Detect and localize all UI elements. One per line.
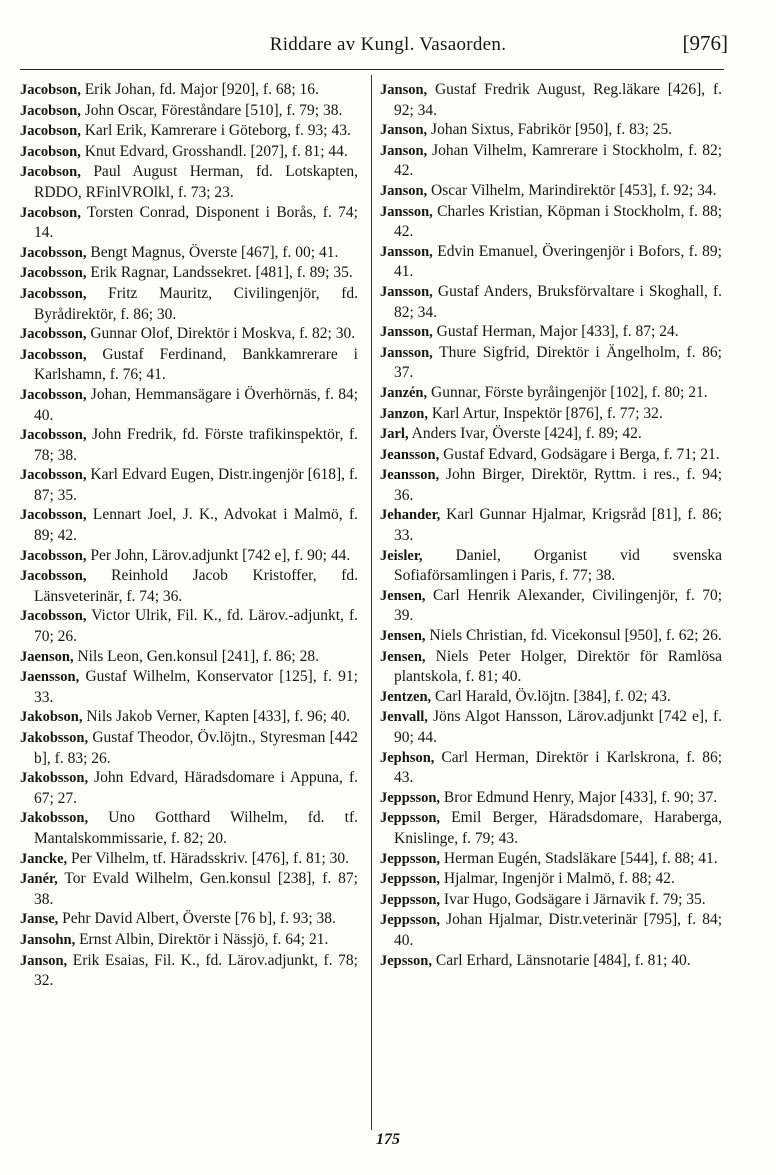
entry-text: John Oscar, Föreståndare [510], f. 79; 38. [84,101,343,119]
entry-name: Jenvall, [380,709,428,726]
entry-text: Torsten Conrad, Disponent i Borås, f. 74; 14. [34,203,358,242]
entry [380,586,722,626]
entry-text: Thure Sigfrid, Direktör i Ängelholm, f. 86; 37. [394,343,722,382]
entry [20,324,358,345]
entry-text: Bror Edmund Henry, Major [433], f. 90; 37. [443,788,718,806]
entry-name: Jacobson, [20,123,81,140]
entry-text: Gunnar Olof, Direktör i Moskva, f. 82; 30. [90,325,356,343]
page-title: Riddare av Kungl. Vasaorden. [269,34,507,55]
entry-name: Jacobsson, [20,285,87,302]
entry [20,263,358,284]
entry [380,505,722,545]
entry-text: Edvin Emanuel, Överingenjör i Bofors, f. 89; 41. [394,242,722,281]
entry [380,343,722,383]
entry-name: Jansson, [380,203,433,220]
entry [20,606,358,646]
entry-name: Janzén, [380,384,428,401]
entry-text: Johan Sixtus, Fabrikör [950], f. 83; 25. [431,121,673,139]
entry [20,728,358,768]
entry [380,687,722,708]
entry [20,425,358,465]
entry-text: Karl Erik, Kamrerare i Göteborg, f. 93; 43. [84,122,351,140]
entry-name: Jancke, [20,850,68,867]
entry-name: Jeppsson, [380,891,441,908]
entry [20,808,358,848]
left-column [20,80,358,991]
entry-name: Jacobsson, [20,265,87,282]
entry [380,242,722,282]
entry-text: Per John, Lärov.adjunkt [742 e], f. 90; 44. [90,546,351,564]
entry-name: Jeisler, [380,547,423,564]
entry [380,383,722,404]
entry-name: Jacobson, [20,204,81,221]
entry [20,284,358,324]
entry-name: Jaensson, [20,669,80,686]
entry-name: Jaenson, [20,648,74,665]
entry-name: Jeppsson, [380,789,441,806]
entry-name: Jacobsson, [20,244,87,261]
entry-name: Jeansson, [380,446,440,463]
entry [20,849,358,870]
entry-text: Johan Hjalmar, Distr.veterinär [795], f. 84; 40. [394,911,722,949]
entry-text: John Fredrik, fd. Förste trafikinspektör, f. 78; 38. [34,426,358,464]
entry-name: Jacobson, [20,102,81,119]
entry-name: Jacobson, [20,82,81,98]
entry-text: Karl Edvard Eugen, Distr.ingenjör [618], f. 87; 35. [34,466,359,504]
entry-name: Jensen, [380,587,426,604]
entry-name: Janson, [380,142,428,159]
entry-text: Niels Peter Holger, Direktör för Ramlösa plantskola, f. 81; 40. [394,647,723,686]
entry-name: Jacobsson, [20,608,87,625]
entry [380,80,722,120]
entry-name: Jacobson, [20,164,81,181]
entry-name: Jeppsson, [380,871,441,888]
entry-name: Jentzen, [380,688,432,705]
entry-text: Per Vilhelm, tf. Häradsskriv. [476], f. 81; 30. [71,849,350,867]
entry [20,345,358,385]
entry [20,80,358,101]
entry [380,424,722,445]
entry [20,707,358,728]
entry [380,748,722,788]
entry-text: Anders Ivar, Överste [424], f. 89; 42. [411,425,642,443]
entry-name: Jakobsson, [20,770,89,787]
entry-text: Charles Kristian, Köpman i Stockholm, f. 88; 42. [394,202,723,241]
entry-text: Uno Gotthard Wilhelm, fd. tf. Mantalskommissarie, f. 82; 20. [34,809,358,847]
entry-text: Reinhold Jacob Kristoffer, fd. Länsveterinär, f. 74; 36. [34,567,359,605]
entry [380,546,722,586]
entry-text: John Birger, Direktör, Ryttm. i res., f. 94; 36. [394,466,723,504]
entry-name: Janson, [380,122,428,139]
entry-name: Jakobsson, [20,730,89,746]
entry-text: Carl Herman, Direktör i Karlskrona, f. 86; 43. [394,748,723,787]
entry-text: Karl Gunnar Hjalmar, Krigsråd [81], f. 86; 33. [394,506,723,545]
entry [20,121,358,142]
entry-name: Jarl, [380,426,409,443]
entry [20,505,358,545]
entry-text: Gustaf Anders, Bruksförvaltare i Skoghall, f. 82; 34. [394,282,723,321]
column-divider [371,75,372,1130]
entry-text: John Edvard, Häradsdomare i Appuna, f. 67; 27. [34,769,358,807]
entry-name: Jacobsson, [20,386,87,403]
header-rule [20,69,724,70]
entry-name: Jeansson, [380,467,440,484]
entry [380,282,722,322]
entry-text: Erik Esaias, Fil. K., fd. Lärov.adjunkt, f. 78; 32. [34,951,358,990]
entry-text: Herman Eugén, Stadsläkare [544], f. 88; 41. [443,849,718,867]
entry-name: Jansohn, [20,931,76,948]
entry [380,465,722,505]
entry [20,142,358,163]
entry-name: Jehander, [380,507,441,524]
entry [380,788,722,809]
entry-name: Janson, [20,952,68,969]
entry [20,566,358,606]
entry [380,322,722,343]
entry [20,101,358,122]
entry-text: Niels Christian, fd. Vicekonsul [950], f. 62; 26. [429,627,722,645]
entry-name: Janson, [380,182,428,199]
entry [380,445,722,466]
right-column [380,80,722,971]
entry [380,869,722,890]
entry-name: Jeppsson, [380,850,441,867]
entry-text: Fritz Mauritz, Civilingenjör, fd. Byrådirektör, f. 86; 30. [34,284,359,323]
entry-name: Jansson, [380,283,433,300]
entry-name: Jensen, [380,648,426,665]
entry-text: Lennart Joel, J. K., Advokat i Malmö, f. 89; 42. [34,506,359,545]
entry-name: Jephson, [380,749,435,766]
entry [380,910,722,950]
entry [20,465,358,505]
entry-text: Gustaf Wilhelm, Konservator [125], f. 91; 33. [34,668,358,706]
entry-name: Jacobson, [20,143,81,160]
entry [380,404,722,425]
entry-name: Jacobsson, [20,568,87,585]
entry-text: Johan, Hemmansägare i Överhörnäs, f. 84; 40. [34,385,358,424]
entry [20,909,358,930]
entry [380,951,722,972]
folio: 175 [376,1131,400,1148]
entry-text: Gustaf Ferdinand, Bankkamrerare i Karlshamn, f. 76; 41. [34,345,358,384]
entry-text: Nils Leon, Gen.konsul [241], f. 86; 28. [77,647,319,665]
entry-text: Erik Ragnar, Landssekret. [481], f. 89; 35. [90,264,353,282]
entry [380,849,722,870]
entry-name: Jansson, [380,344,433,361]
entry [380,181,722,202]
entry-text: Tor Evald Wilhelm, Gen.konsul [238], f. 87; 38. [34,870,358,908]
entry [20,869,358,909]
entry-name: Jacobsson, [20,507,87,524]
entry-text: Karl Artur, Inspektör [876], f. 77; 32. [431,404,663,422]
entry-name: Jacobsson, [20,547,87,564]
entry-name: Jakobsson, [20,810,89,827]
entry-text: Paul August Herman, fd. Lotskapten, RDDO, RFinlVROlkl, f. 73; 23. [34,163,358,201]
entry-name: Jensen, [380,628,426,645]
entry-text: Pehr David Albert, Överste [76 b], f. 93; 38. [62,910,336,928]
entry [380,202,722,242]
entry-text: Johan Vilhelm, Kamrerare i Stockholm, f. 82; 42. [394,141,722,180]
entry [20,647,358,668]
entry-name: Jakobson, [20,709,83,726]
entry-text: Erik Johan, fd. Major [920], f. 68; 16. [84,81,319,98]
entry-text: Gunnar, Förste byråingenjör [102], f. 80; 21. [431,383,708,401]
entry-text: Carl Henrik Alexander, Civilingenjör, f. 70; 39. [394,586,723,625]
entry-name: Jacobsson, [20,326,87,343]
entry-text: Gustaf Herman, Major [433], f. 87; 24. [436,323,679,341]
entry [20,951,358,991]
entry [380,141,722,181]
entry [20,162,358,202]
entry [20,243,358,264]
entry-text: Gustaf Theodor, Öv.löjtn., Styresman [442 b], f. 83; 26. [34,729,358,767]
entry [380,647,722,687]
page-number: [976] [682,31,728,55]
entry-text: Oscar Vilhelm, Marindirektör [453], f. 92; 34. [431,181,717,199]
entry [380,626,722,647]
entry-text: Carl Erhard, Länsnotarie [484], f. 81; 40. [435,951,691,969]
entry [380,808,722,848]
entry-name: Janse, [20,911,59,928]
entry-name: Janér, [20,871,58,888]
entry-text: Knut Edvard, Grosshandl. [207], f. 81; 44. [84,142,348,160]
entry [380,890,722,911]
entry-name: Jeppsson, [380,810,441,827]
entry-text: Carl Harald, Öv.löjtn. [384], f. 02; 43. [435,687,671,705]
entry [20,546,358,567]
entry [20,768,358,808]
entry-text: Gustaf Edvard, Godsägare i Berga, f. 71; 21. [443,445,720,463]
entry [20,930,358,951]
entry-name: Jacobsson, [20,427,87,444]
entry-text: Gustaf Fredrik August, Reg.läkare [426], f. 92; 34. [394,81,722,119]
entry-text: Nils Jakob Verner, Kapten [433], f. 96; 40. [86,708,351,726]
entry-name: Jacobsson, [20,467,87,484]
entry-name: Janzon, [380,405,428,422]
entry-name: Jeppsson, [380,912,441,929]
entry-text: Ivar Hugo, Godsägare i Järnavik f. 79; 35. [443,890,706,908]
entry-text: Daniel, Organist vid svenska Sofiaförsamlingen i Paris, f. 77; 38. [394,546,723,585]
entry [20,203,358,243]
entry-text: Jöns Algot Hansson, Lärov.adjunkt [742 e], f. 90; 44. [394,708,723,746]
entry-name: Jansson, [380,243,433,260]
entry-text: Hjalmar, Ingenjör i Malmö, f. 88; 42. [443,870,675,888]
entry-text: Victor Ulrik, Fil. K., fd. Lärov.-adjunkt, f. 70; 26. [34,607,358,646]
entry-name: Jepsson, [380,952,432,969]
entry [20,385,358,425]
entry [380,707,722,747]
entry-text: Emil Berger, Häradsdomare, Haraberga, Knislinge, f. 79; 43. [394,809,722,847]
entry-name: Janson, [380,82,428,98]
entry [380,120,722,141]
entry-name: Jacobsson, [20,346,87,363]
entry-text: Ernst Albin, Direktör i Nässjö, f. 64; 21. [79,930,329,948]
entry-text: Bengt Magnus, Överste [467], f. 00; 41. [90,243,339,261]
entry [20,667,358,707]
entry-name: Jansson, [380,324,433,341]
